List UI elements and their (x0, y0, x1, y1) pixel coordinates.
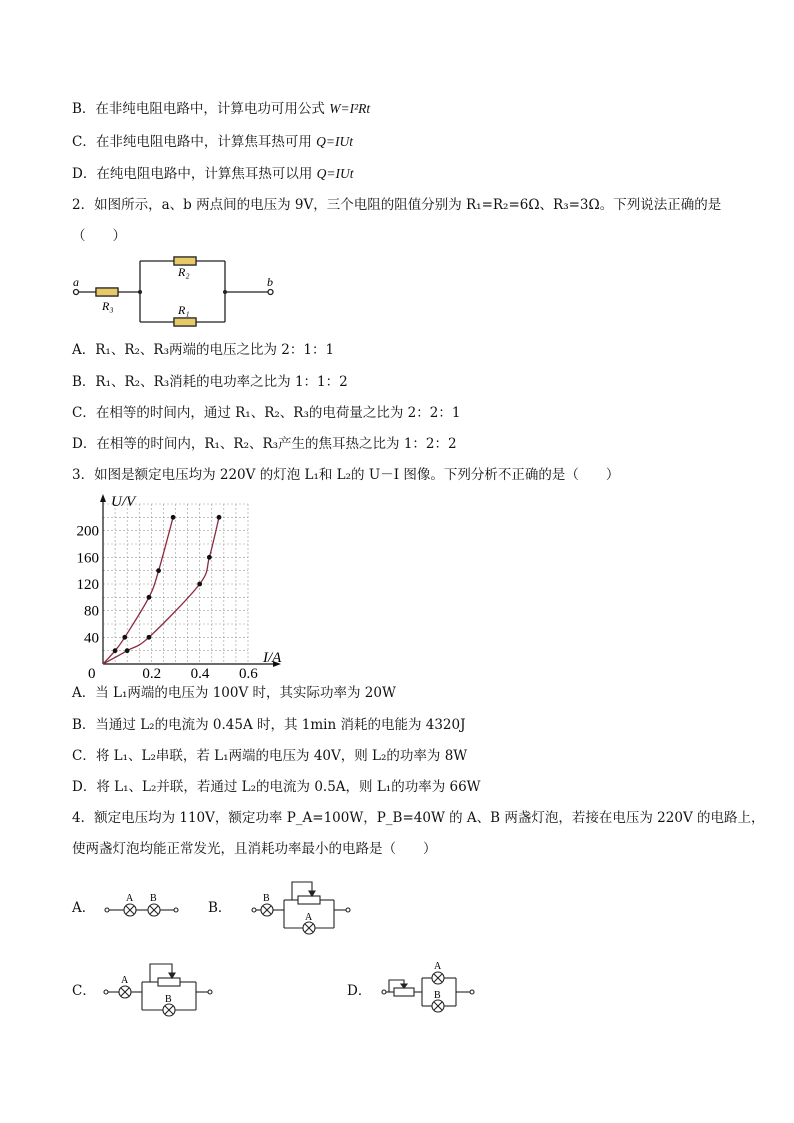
q4-circuit-a (104, 892, 184, 924)
formula: W=I²Rt (329, 101, 371, 116)
data-point (122, 635, 127, 640)
data-point (156, 568, 161, 573)
r2-label: R₂ (178, 265, 190, 279)
r3-label: R₃ (102, 299, 114, 313)
lamp-a-label: A (126, 893, 134, 904)
data-point (113, 648, 118, 653)
lamp-a-label: A (434, 961, 442, 972)
node-b-label: b (267, 275, 273, 289)
q4-stem-line1: 4．额定电压均为 110V，额定功率 P_A=100W，P_B=40W 的 A、B 两盏灯泡，若接在电压为 220V 的电路上， (72, 810, 765, 826)
q4-option-d-label: D． (347, 983, 372, 999)
q2-option-d: D．在相等的时间内，R₁、R₂、R₃产生的焦耳热之比为 1：2：2 (72, 436, 457, 452)
y-tick-label: 120 (76, 577, 99, 593)
data-point (171, 515, 176, 520)
ui-chart (70, 490, 300, 682)
q2-circuit-diagram (70, 248, 280, 330)
formula: Q=IUt (316, 166, 354, 181)
data-point (197, 582, 202, 587)
q3-option-c: C．将 L₁、L₂串联，若 L₁两端的电压为 40V，则 L₂的功率为 8W (72, 748, 468, 764)
q2-option-b: B．R₁、R₂、R₃消耗的电功率之比为 1：1：2 (72, 374, 348, 390)
x-axis-label: I/A (263, 650, 282, 666)
lamp-a-label: A (121, 975, 129, 986)
q4-circuit-b (240, 876, 360, 936)
data-point (217, 515, 222, 520)
q3-option-d: D．将 L₁、L₂并联，若通过 L₂的电流为 0.5A，则 L₁的功率为 66W (72, 779, 481, 795)
x-tick-label: 0.4 (190, 666, 210, 682)
q1-option-d: D．在纯电阻电路中，计算焦耳热可以用 Q=IUt (72, 166, 354, 182)
q4-option-c-label: C． (72, 983, 96, 999)
q1-option-b: B．在非纯电阻电路中，计算电功可用公式 W=I²Rt (72, 101, 371, 117)
q2-option-c: C．在相等的时间内，通过 R₁、R₂、R₃的电荷量之比为 2：2：1 (72, 405, 461, 421)
q3-stem: 3．如图是额定电压均为 220V 的灯泡 L₁和 L₂的 U－I 图像。下列分析不正确的是（ ） (72, 467, 620, 483)
data-point (125, 648, 130, 653)
q2-paren: （ ） (72, 228, 126, 244)
r1-label: R₁ (178, 303, 190, 317)
y-tick-label: 200 (76, 523, 99, 540)
y-tick-label: 80 (84, 603, 99, 620)
data-point (147, 635, 152, 640)
lamp-a-label: A (305, 912, 313, 923)
q4-option-b-label: B． (208, 900, 232, 916)
series-curve (103, 517, 219, 664)
q4-stem-line2: 使两盏灯泡均能正常发光，且消耗功率最小的电路是（ ） (72, 841, 437, 857)
q4-circuit-d (378, 960, 488, 1020)
lamp-b-label: B (150, 893, 157, 904)
q2-stem: 2．如图所示，a、b 两点间的电压为 9V，三个电阻的阻值分别为 R₁=R₂=6Ω、R₃=3Ω。下列说法正确的是 (72, 197, 722, 213)
y-tick-label: 40 (84, 630, 99, 647)
x-tick-label: 0 (88, 666, 96, 682)
x-tick-label: 0.2 (142, 666, 162, 682)
series-curve (103, 517, 173, 664)
q4-circuit-c (100, 958, 220, 1018)
lamp-b-label: B (263, 893, 270, 904)
lamp-b-label: B (165, 994, 172, 1005)
node-a-label: a (73, 275, 79, 289)
x-tick-label: 0.6 (239, 666, 258, 682)
y-tick-label: 160 (76, 550, 99, 567)
data-point (147, 595, 152, 600)
q1-option-c: C．在非纯电阻电路中，计算焦耳热可用 Q=IUt (72, 134, 353, 150)
lamp-b-label: B (434, 990, 441, 1001)
q3-option-a: A．当 L₁两端的电压为 100V 时，其实际功率为 20W (72, 685, 396, 701)
q4-option-a-label: A． (72, 900, 96, 916)
y-axis-label: U/V (111, 494, 136, 510)
q3-option-b: B．当通过 L₂的电流为 0.45A 时，其 1min 消耗的电能为 4320J (72, 717, 466, 733)
q2-option-a: A．R₁、R₂、R₃两端的电压之比为 2：1：1 (72, 342, 335, 358)
formula: Q=IUt (316, 134, 353, 149)
data-point (207, 555, 212, 560)
y-axis-arrow (100, 494, 106, 502)
